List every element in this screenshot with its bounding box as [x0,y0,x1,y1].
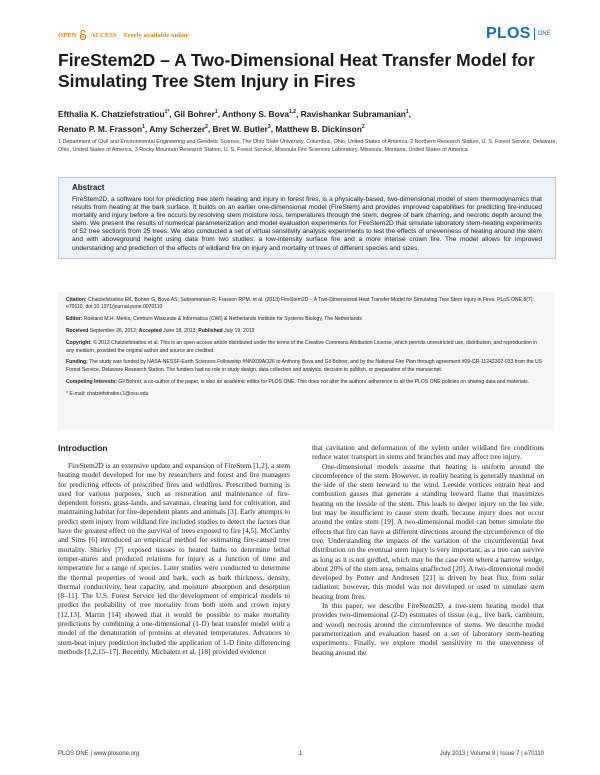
page-number: 1 [299,751,303,757]
footer-journal: PLOS ONE | www.plosone.org [58,751,140,757]
open-access-banner [58,28,189,42]
author: Matthew B. Dickinson$^2$ [275,124,365,135]
body-column-left [58,461,290,656]
paragraph: that cavitation and deformation of the xylem under wildland fire conditions reduce water transport in stems and branches and may affect tree injury. [312,443,544,462]
article-title: FireStem2D – A Two-Dimensional Heat Transfer Model for Simulating Tree Stem Injury in Fires [58,50,535,91]
paragraph: FireStem2D is an extensive update and expansion of FireStem [1,2], a stem heating model developed for use by researchers and forest and fire managers for predicting effects of prescribed fires and wildfires. Prescribed burning is used for various purposes, such as restoration and maintenance of fire-dependent forests, grass-lands, and savannas, clearing land for cultivation, and maintaining habitat for fire-dependent plants and animals [3]. Early attempts to predict stem injury from wildland fire included studies to detect the factors that have the greatest effect on the survival of trees exposed to fire [4,5]. McCarthy and Sims [6] introduced an empirical method for estimating fire-caused tree mortality. Shirley [7] exposed tissues to heated baths to determine lethal temper-atures and produced relations for injury as a function of time and temperature for a range of species. Later studies were conducted to determine the thermal properties of wood and bark, such as bark thickness, density, thermal conductivity, heat capacity, and moisture absorption and desorption [8–11]. The U.S. Forest Service led the development of empirical models to predict the probability of tree mortality from both stem and crown injury [12,13]. Martin [14] showed that it would be possible to make mortality predictions by combining a one-dimensional (1-D) heat transfer model with a model of the denaturation of proteins at elevated temperatures. Advances to stem-heat injury prediction included the application of 1-D finite differencing methods [1,2,15–17]. Recently, Michaletz et al. [18] provided evidence [58,461,290,656]
author: Gil Bohrer$^1$ [173,108,218,119]
plos-logo-suffix: ONE [534,28,551,40]
author: Ravishankar Subramanian$^1$ [300,108,409,119]
access-label: ACCESS [90,31,117,39]
page-footer [58,751,544,761]
author-email: * E-mail: chatziefstratiou.1@osu.edu [66,390,149,397]
author: Efthalia K. Chatziefstratiou$^{1*}$ [58,108,170,119]
abstract-text: FireStem2D, a software tool for predicting tree stem heating and injury in forest fires, is a physically-based, two-dimensional model of stem thermodynamics that results from heating at the bark surface. It builds on an earlier one-dimensional model (FireStem) and provides improved capabilities for predicting fire-induced mortality and injury before a fire occurs by resolving stem moisture loss, temperatures through the stem, degree of bark charring, and necrotic depth around the stem. We present the results of numerical parameterization and model evaluation experiments for FireStem2D that simulate laboratory stem-heating experiments of 52 tree sections from 25 trees. We also conducted a set of virtual sensitivity analysis experiments to test the effects of unevenness of heating around the stem and with aboveground height using data from two studies: a low-intensity surface fire and a more intense crown fire. The model allows for improved understanding and prediction of the effects of wildland fire on injury and mortality of trees of different species and sizes. [72,196,542,252]
author: Renato P. M. Frasson$^1$ [58,124,145,135]
dates: Received September 26, 2012; Accepted June 18, 2013; Published July 19, 2013 [66,328,255,335]
freely-available-label: Freely available online [123,31,189,39]
author: Anthony S. Bova$^{1,2}$ [222,108,296,119]
open-label: OPEN [58,31,77,39]
funding: Funding: The study was funded by NASA-NESSF-Earth Sciences Fellowship #NNX09AO26 to Anthony Bova and Gil Bohrer, and by the National Fire Plan through agreement #09-CR-11242302-033 from the US Forest Service, Delaware Research Station. The funders had no role in study design, data collection and analysis, decision to publish, or preparation of the manuscript. [66,359,543,373]
editor: Editor: Roeland M.H. Merks, Centrum Wiskunde & Informatica (CWI) & Netherlands Institute for Systems Biology, The Netherlands [66,316,362,323]
plos-logo-word: PLOS [486,25,531,42]
article-metadata [66,297,546,403]
author: Bret W. Butler$^3$ [212,124,271,135]
paragraph: In this paper, we describe FireStem2D, a tree-stem heating model that provides two-dimensional (2-D) estimates of tissue (e.g., live bark, cambium, and wood) necrosis around the circumference of stems. We describe model parameterization and evaluation based on a set of laboratory stem-heating experiments. Finally, we explore model sensitivity to the unevenness of heating around the [312,601,544,657]
paragraph: One-dimensional models assume that heating is uniform around the circumference of the stem. However, in reality heating is generally maximal on the side of the stem leeward to the wind. Leeside vortices entrain heat and combustion gasses that generate a standing leeward flame that maximizes heating on the leeside of the stem. This leads to deeper injury on the lee side, but may be insufficient to cause stem death, because injury does not occur around the entire stem [19]. A two-dimensional model can better simulate the effects that fire can have at different directions around the circumference of the tree. Understanding the impacts of the variation of the circumferential heat distribution on the eventual stem injury is very important, as a tree can survive as long as it is not girdled, which may be the case even where a narrow wedge, about 20% of the stem area, remains unaffected [20]. A two-dimensional model developed by Potter and Andresen [21] is driven by heat flux from solar radiation; however, this model was not developed or used to simulate stem heating from fires. [312,461,544,601]
citation: Citation: Chatziefstratiou EK, Bohrer G, Bova AS, Subramanian R, Frasson RPM, et al. (2013) FireStem2D – A Two-Dimensional Heat Transfer Model for Simulating Tree Stem Injury in Fires. PLoS ONE 8(7): e70110. doi:10.1371/journal.pone.0070110 [66,297,534,311]
footer-issue: July 2013 | Volume 8 | Issue 7 | e70110 [439,751,544,757]
affiliations: 1 Department of Civil and Environmental Engineering and Geodetic Science, The Ohio State University, Columbus, Ohio, United States of America, 2 Northern Research Station, U. S. Forest Service, Delaware, Ohio, United States of America, 3 Rocky Mountain Research Station, U. S. Forest Service, Missoula Fire Sciences Laboratory, Missoula, Montana, United States of America [58,139,557,154]
author: Amy Scherzer$^2$ [149,124,208,135]
copyright: Copyright: © 2013 Chatziefstratiou et al. This is an open-access article distributed under the terms of the Creative Commons Attribution License, which permits unrestricted use, distribution, and reproduction in any medium, provided the original author and source are credited. [66,340,538,354]
competing-interests: Competing Interests: Gil Bohrer, a co-author of the paper, is also an academic editor for PLOS ONE. This does not alter the authors' adherence to all the PLOS ONE policies on sharing data and materials. [66,378,529,385]
plos-one-logo [486,24,551,44]
author-list: Efthalia K. Chatziefstratiou$^{1*}$, Gil Bohrer$^1$, Anthony S. Bova$^{1,2}$, Ravishankar Subramanian$^1$, Renato P. M. Frasson$^1$, Amy Scherzer$^2$, Bret W. Butler$^3$, Matthew B. Dickinson$^2$ [58,108,411,135]
open-access-lock-icon [79,30,87,40]
introduction-heading: Introduction [58,443,108,453]
body-column-right [312,443,544,657]
abstract-heading: Abstract [72,183,105,192]
